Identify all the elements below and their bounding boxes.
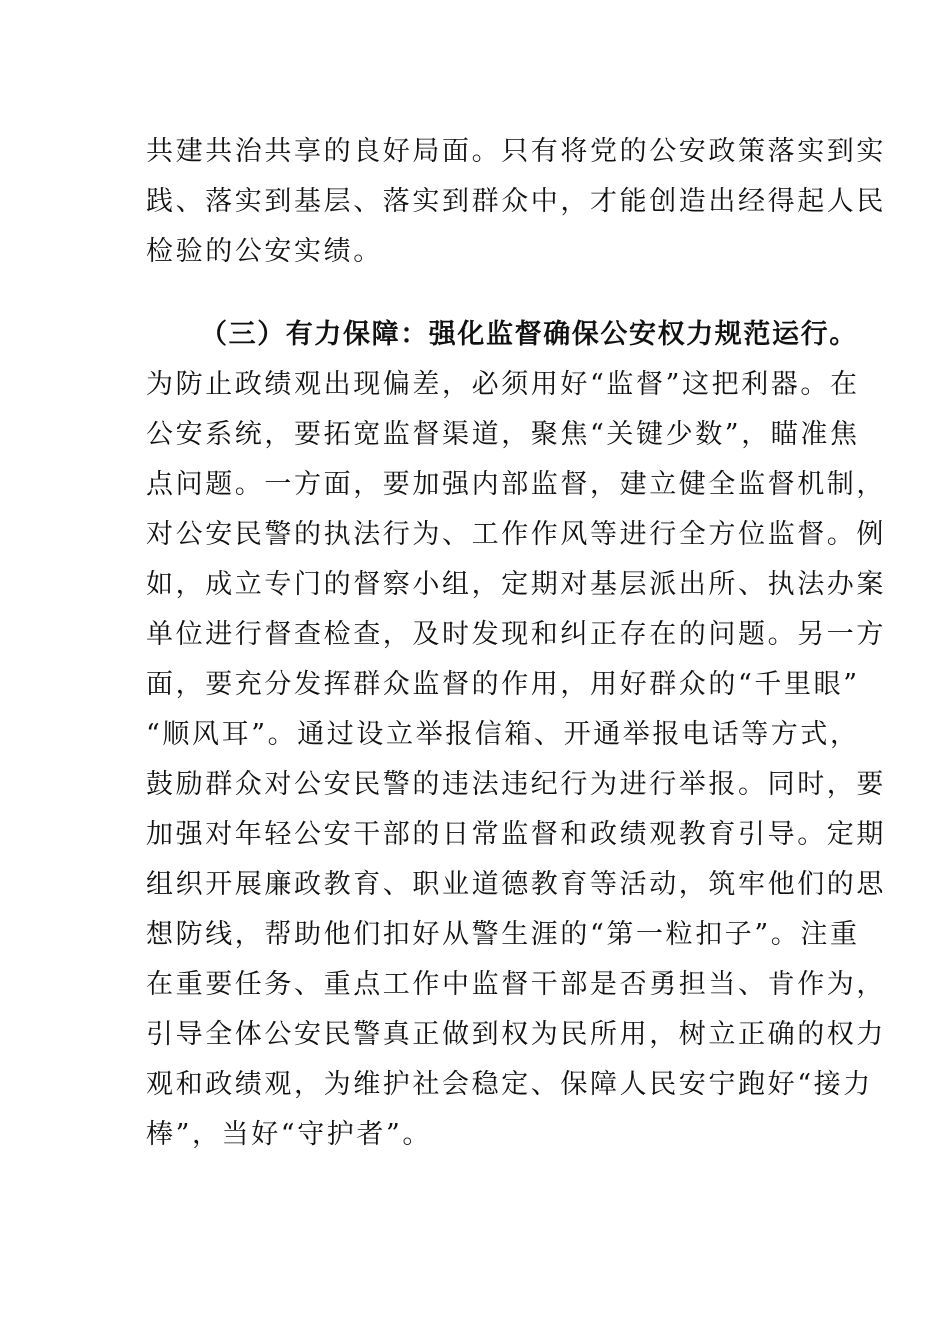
paragraph-line: 面，要充分发挥群众监督的作用，用好群众的“千里眼” (146, 669, 860, 700)
paragraph-line: 对公安民警的执法行为、工作作风等进行全方位监督。例 (146, 519, 886, 550)
paragraph-line: 检验的公安实绩。 (146, 236, 383, 267)
paragraph-line: 加强对年轻公安干部的日常监督和政绩观教育引导。定期 (146, 819, 886, 850)
paragraph-line: 践、落实到基层、落实到群众中，才能创造出经得起人民 (146, 186, 886, 217)
paragraph-line: 点问题。一方面，要加强内部监督，建立健全监督机制， (146, 469, 886, 500)
section-heading: （三）有力保障：强化监督确保公安权力规范运行。 (200, 319, 858, 350)
paragraph-line: “顺风耳”。通过设立举报信箱、开通举报电话等方式， (146, 719, 860, 750)
paragraph-line: 引导全体公安民警真正做到权为民所用，树立正确的权力 (146, 1019, 886, 1050)
paragraph-line: 组织开展廉政教育、职业道德教育等活动，筑牢他们的思 (146, 869, 886, 900)
paragraph-line: 鼓励群众对公安民警的违法违纪行为进行举报。同时，要 (146, 769, 886, 800)
paragraph-line: 为防止政绩观出现偏差，必须用好“监督”这把利器。在 (146, 369, 860, 400)
paragraph-line: 在重要任务、重点工作中监督干部是否勇担当、肯作为， (146, 969, 886, 1000)
paragraph-line: 共建共治共享的良好局面。只有将党的公安政策落实到实 (146, 136, 886, 167)
paragraph-line: 公安系统，要拓宽监督渠道，聚焦“关键少数”，瞄准焦 (146, 419, 860, 450)
paragraph-line: 棒”，当好“守护者”。 (146, 1119, 433, 1150)
paragraph-line: 观和政绩观，为维护社会稳定、保障人民安宁跑好“接力 (146, 1069, 873, 1100)
paragraph-line: 单位进行督查检查，及时发现和纠正存在的问题。另一方 (146, 619, 886, 650)
paragraph-line: 想防线，帮助他们扣好从警生涯的“第一粒扣子”。注重 (146, 919, 860, 950)
paragraph-line: 如，成立专门的督察小组，定期对基层派出所、执法办案 (146, 569, 886, 600)
